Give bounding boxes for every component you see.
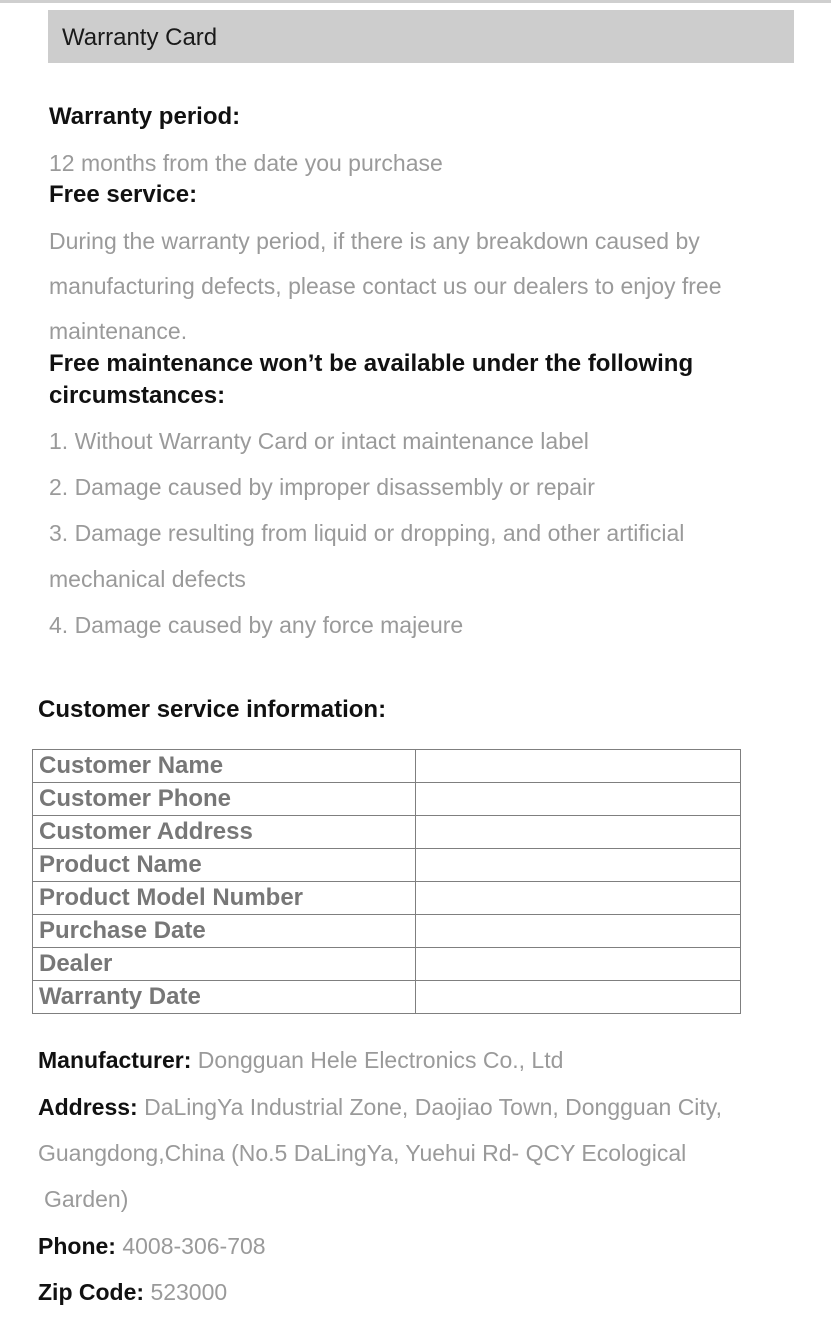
row-label-dealer: Dealer [33,948,416,981]
free-service-line-1: During the warranty period, if there is any breakdown caused by [49,228,700,254]
row-value-product-name[interactable] [416,849,741,882]
zip-label: Zip Code: [38,1279,145,1305]
phone-line [38,1233,266,1260]
manufacturer-line [38,1047,563,1074]
row-label-product-name: Product Name [33,849,416,882]
top-rule [0,0,831,3]
address-value-line-1: DaLingYa Industrial Zone, Daojiao Town, Dongguan City, [144,1094,722,1120]
phone-value: 4008-306-708 [122,1233,266,1259]
exclusions-heading-line-1: Free maintenance won’t be available under the following [49,350,694,377]
customer-service-heading: Customer service information: [38,696,387,723]
table-row [33,981,741,1014]
address-line-3: Garden) [44,1186,129,1212]
row-value-customer-address[interactable] [416,816,741,849]
table-row [33,750,741,783]
exclusion-item: 4. Damage caused by any force majeure [49,612,464,638]
address-line-2: Guangdong,China (No.5 DaLingYa, Yuehui Rd- QCY Ecological [38,1140,687,1166]
row-label-customer-name: Customer Name [33,750,416,783]
table-row [33,882,741,915]
table-row [33,849,741,882]
zip-value: 523000 [150,1279,228,1305]
row-value-warranty-date[interactable] [416,981,741,1014]
free-service-line-3: maintenance. [49,318,188,344]
row-value-customer-phone[interactable] [416,783,741,816]
row-value-dealer[interactable] [416,948,741,981]
zip-line [38,1279,227,1306]
warranty-period-text: 12 months from the date you purchase [49,150,443,176]
row-value-purchase-date[interactable] [416,915,741,948]
manufacturer-label: Manufacturer: [38,1047,192,1073]
phone-label: Phone: [38,1233,116,1259]
manufacturer-value: Dongguan Hele Electronics Co., Ltd [197,1047,564,1073]
row-label-warranty-date: Warranty Date [33,981,416,1014]
row-label-customer-phone: Customer Phone [33,783,416,816]
table-row [33,915,741,948]
table-row [33,783,741,816]
row-label-purchase-date: Purchase Date [33,915,416,948]
page-title: Warranty Card [62,24,218,51]
free-service-line-2: manufacturing defects, please contact us our dealers to enjoy free [49,273,722,299]
row-value-customer-name[interactable] [416,750,741,783]
row-label-product-model-number: Product Model Number [33,882,416,915]
address-line-1 [38,1094,722,1121]
row-value-product-model-number[interactable] [416,882,741,915]
exclusion-item: 2. Damage caused by improper disassembly or repair [49,474,595,500]
exclusions-heading-line-2: circumstances: [49,382,226,409]
exclusion-item: 3. Damage resulting from liquid or dropping, and other artificial [49,520,685,546]
address-label: Address: [38,1094,138,1120]
free-service-heading: Free service: [49,181,198,208]
customer-info-table [32,749,741,1014]
exclusion-item: 1. Without Warranty Card or intact maintenance label [49,428,589,454]
warranty-period-heading: Warranty period: [49,103,241,130]
header-bar [48,10,794,63]
table-row [33,816,741,849]
row-label-customer-address: Customer Address [33,816,416,849]
table-row [33,948,741,981]
exclusion-item-continuation: mechanical defects [49,566,246,592]
